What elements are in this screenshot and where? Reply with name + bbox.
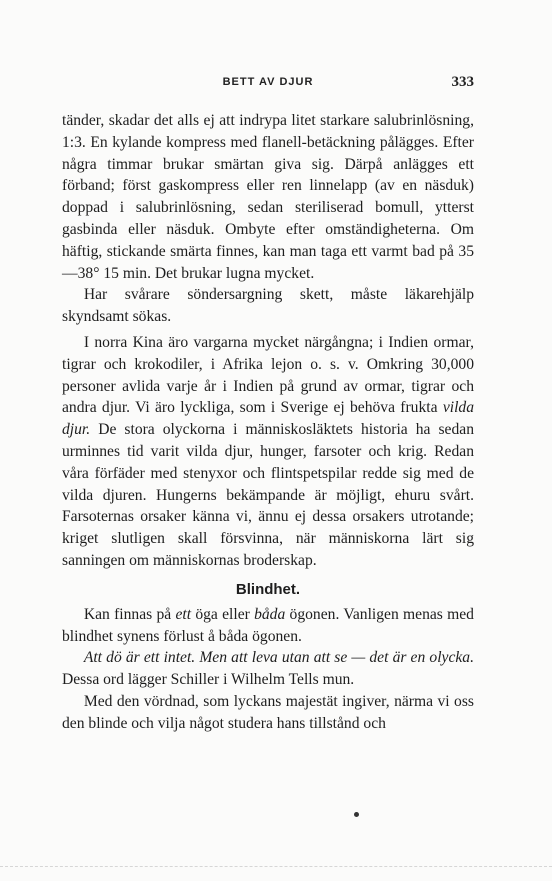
scan-edge <box>0 866 552 881</box>
text-span: I norra Kina äro vargarna mycket närgångna; i Indien ormar, tigrar och krokodiler, i Afrika lejon o. s. v. Omkring 30,000 personer avlida varje år i Indien på grund av ormar, tigrar och andra djur. Vi äro lyckliga, som i Sverige ej behöva frukta <box>62 333 474 417</box>
paragraph-blindness-definition <box>62 604 474 648</box>
running-title: BETT AV DJUR <box>222 76 314 88</box>
italic-span: ett <box>175 605 192 623</box>
body-text <box>62 110 474 735</box>
paragraph-wild-animals <box>62 332 474 572</box>
text-span: Kan finnas på <box>83 605 176 623</box>
paragraph-schiller-quote <box>62 647 474 691</box>
text-span: öga eller <box>191 605 255 623</box>
italic-span: båda <box>254 605 286 623</box>
paragraph-severe-injury: Har svårare söndersargning skett, måste läkarehjälp skyndsamt sökas. <box>62 286 474 326</box>
page-header <box>62 74 474 94</box>
text-span: ögonen. Vanligen menas med blindhet synens förlust å båda ögonen. <box>62 605 474 645</box>
text-span: Dessa ord lägger Schiller i Wilhelm Tells mun. <box>62 671 355 689</box>
paragraph-reverence: Med den vördnad, som lyckans majestät ingiver, närma vi oss den blinde och vilja något studera hans tillstånd och <box>62 692 474 732</box>
paragraph-wound-care: tänder, skadar det alls ej att indrypa litet starkare salubrinlösning, 1:3. En kylande kompress med flanell-betäckning pålägges. Efter några timmar brukar smärtan giva sig. Därpå anlägges ett förband; först gaskompress eller ren linnelapp (av en näsduk) doppad i salubrinlösning, sedan steriliserad bomull, ytterst gasbinda eller näsduk. Ombyte efter omständigheterna. Om häftig, stickande smärta finnes, kan man taga ett varmt bad på 35—38° 15 min. Det brukar lugna mycket. <box>62 112 474 282</box>
page-number: 333 <box>451 74 474 90</box>
ink-dot <box>354 812 359 817</box>
text-span: De stora olyckorna i människosläktets historia ha sedan urminnes tid varit vilda djur, hunger, farsoter och krig. Redan våra förfäder med stenyxor och flintspetspilar redde sig med de vilda djuren. Hungerns bekämpande är möjligt, ehuru svårt. Farsoternas orsaker känna vi, ännu ej dessa orsakers utrotande; kriget slutligen skall försvinna, när människorna lärt sig sanningen om människornas broderskap. <box>62 421 474 569</box>
italic-quote: Att dö är ett intet. Men att leva utan att se — det är en olycka. <box>83 649 474 667</box>
section-heading: Blindhet. <box>235 580 301 598</box>
italic-span: vilda djur. <box>62 399 474 439</box>
